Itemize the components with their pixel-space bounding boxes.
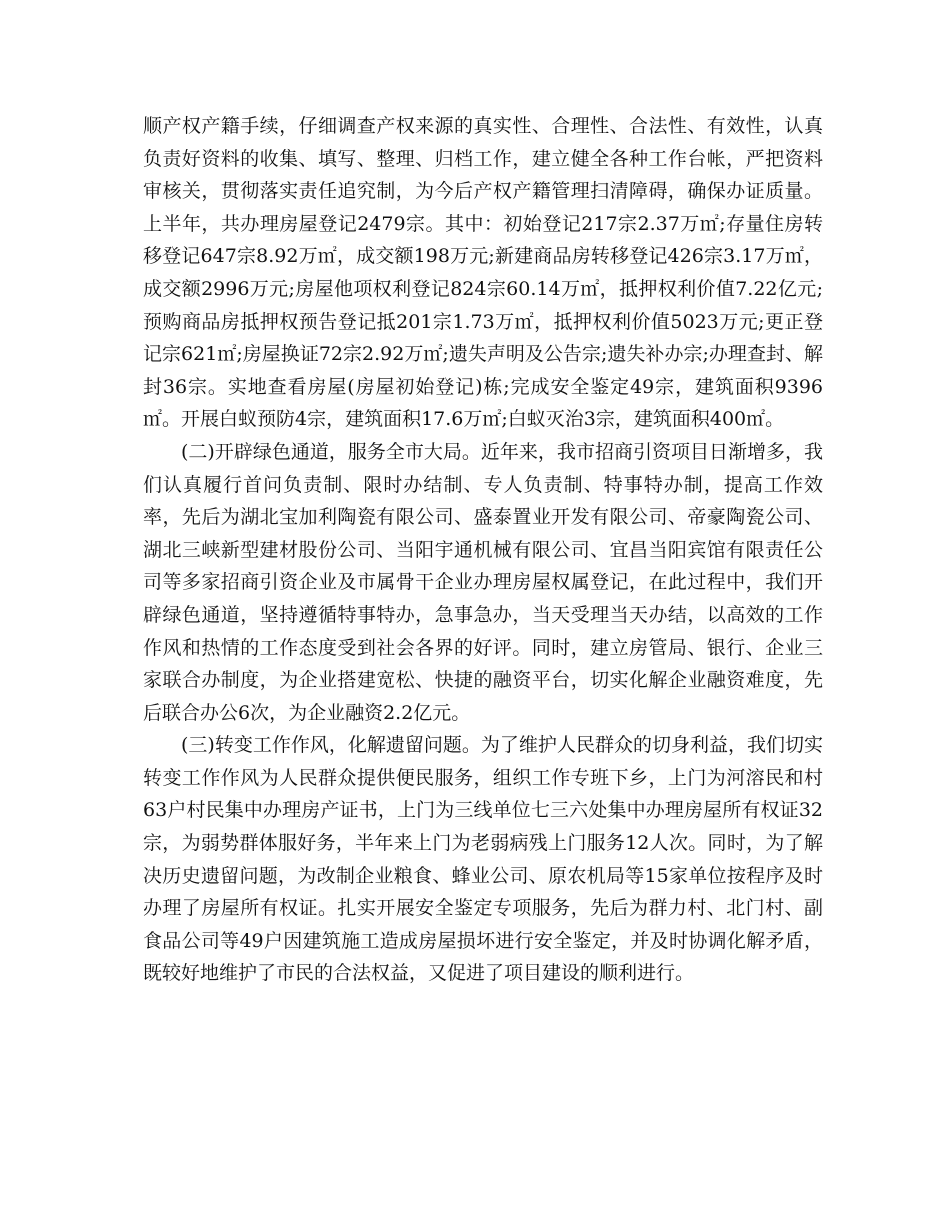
- paragraph-work-style: (三)转变工作作风，化解遗留问题。为了维护人民群众的切身利益，我们切实转变工作作风为人民群众提供便民服务，组织工作专班下乡，上门为河溶民和村63户村民集中办理房产证书，上门为三线单位七三六处集中办理房屋所有权证32宗，为弱势群体服好务，半年来上门为老弱病残上门服务12人次。同时，为了解决历史遗留问题，为改制企业粮食、蜂业公司、原农机局等15家单位按程序及时办理了房屋所有权证。扎实开展安全鉴定专项服务，先后为群力村、北门村、副食品公司等49户因建筑施工造成房屋损坏进行安全鉴定，并及时协调化解矛盾，既较好地维护了市民的合法权益，又促进了项目建设的顺利进行。: [143, 734, 823, 985]
- document-body: [143, 110, 823, 990]
- paragraph-green-channel: (二)开辟绿色通道，服务全市大局。近年来，我市招商引资项目日渐增多，我们认真履行首问负责制、限时办结制、专人负责制、特事特办制，提高工作效率，先后为湖北宝加利陶瓷有限公司、盛泰置业开发有限公司、帝豪陶瓷公司、湖北三峡新型建材股份公司、当阳宇通机械有限公司、宜昌当阳宾馆有限责任公司等多家招商引资企业及市属骨干企业办理房屋权属登记，在此过程中，我们开辟绿色通道，坚持遵循特事特办，急事急办，当天受理当天办结，以高效的工作作风和热情的工作态度受到社会各界的好评。同时，建立房管局、银行、企业三家联合办制度，为企业搭建宽松、快捷的融资平台，切实化解企业融资难度，先后联合办公6次，为企业融资2.2亿元。: [143, 440, 823, 724]
- paragraph-registration-summary: 顺产权产籍手续，仔细调查产权来源的真实性、合理性、合法性、有效性，认真负责好资料的收集、填写、整理、归档工作，建立健全各种工作台帐，严把资料审核关，贯彻落实责任追究制，为今后产权产籍管理扫清障碍，确保办证质量。上半年，共办理房屋登记2479宗。其中：初始登记217宗2.37万㎡;存量住房转移登记647宗8.92万㎡，成交额198万元;新建商品房转移登记426宗3.17万㎡，成交额2996万元;房屋他项权利登记824宗60.14万㎡，抵押权利价值7.22亿元;预购商品房抵押权预告登记抵201宗1.73万㎡，抵押权利价值5023万元;更正登记宗621㎡;房屋换证72宗2.92万㎡;遗失声明及公告宗;遗失补办宗;办理查封、解封36宗。实地查看房屋(房屋初始登记)栋;完成安全鉴定49宗，建筑面积9396㎡。开展白蚁预防4宗，建筑面积17.6万㎡;白蚁灭治3宗，建筑面积400㎡。: [143, 115, 823, 431]
